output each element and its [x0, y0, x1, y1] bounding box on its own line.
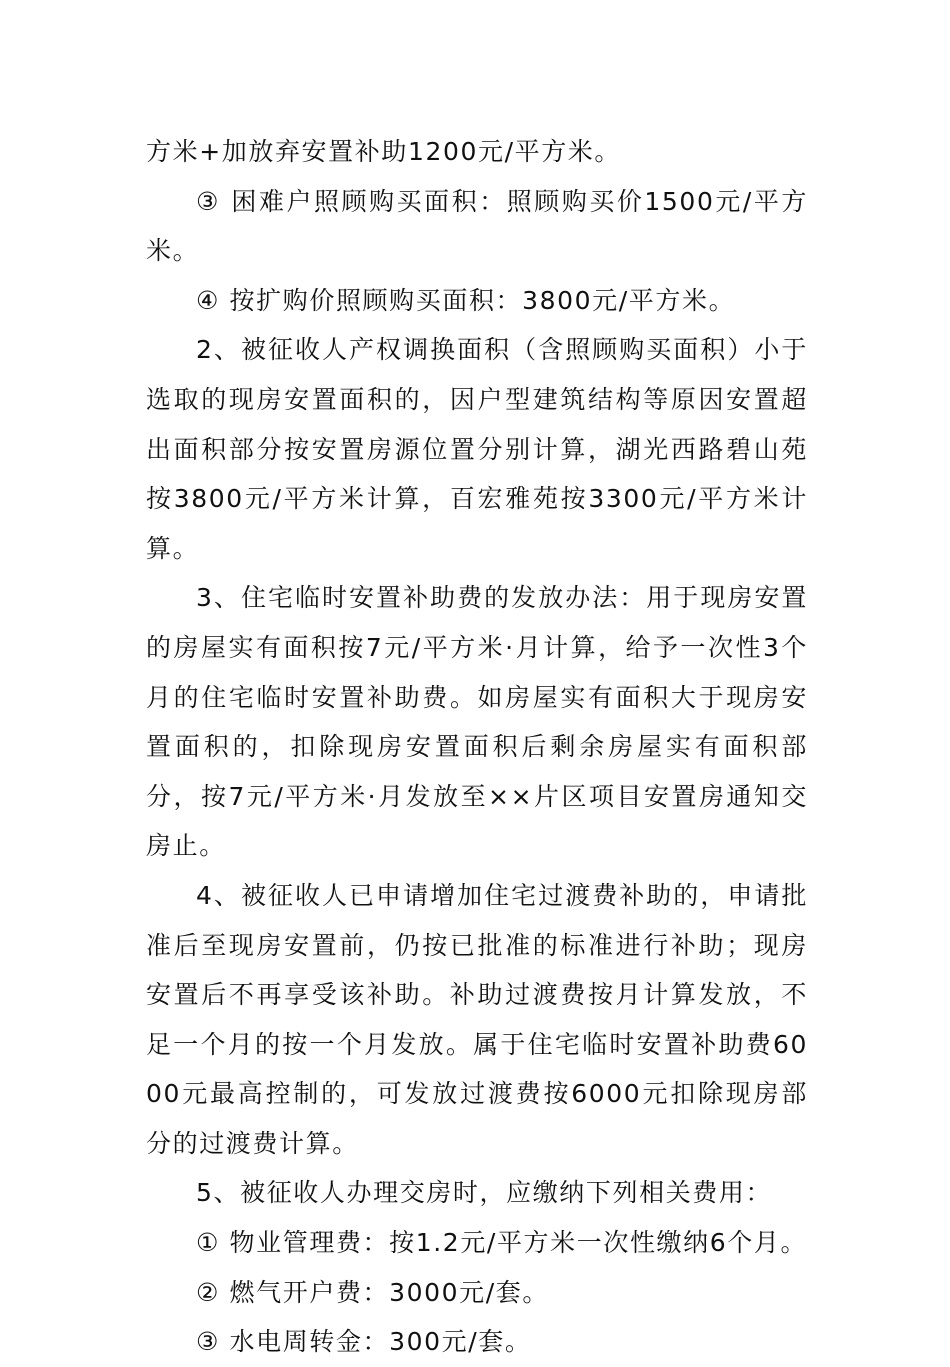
paragraph-section-5: 5、被征收人办理交房时，应缴纳下列相关费用：	[196, 1178, 773, 1208]
paragraph-fee-utilities: ③ 水电周转金：300元/套。	[196, 1327, 532, 1357]
paragraph-section-4: 4、被征收人已申请增加住宅过渡费补助的，申请批准后至现房安置前，仍按已批准的标准进行补助；现房安置后不再享受该补助。补助过渡费按月计算发放，不足一个月的按一个月发放。属于住宅临时安置补助费6000元最高控制的，可发放过渡费按6000元扣除现房部分的过渡费计算。	[146, 880, 808, 1158]
document-body	[146, 127, 808, 1367]
paragraph-fee-property: ① 物业管理费：按1.2元/平方米一次性缴纳6个月。	[196, 1228, 808, 1258]
paragraph-section-2: 2、被征收人产权调换面积（含照顾购买面积）小于选取的现房安置面积的，因户型建筑结构等原因安置超出面积部分按安置房源位置分别计算，湖光西路碧山苑按3800元/平方米计算，百宏雅苑按3300元/平方米计算。	[146, 335, 808, 563]
paragraph-continuation: 方米+加放弃安置补助1200元/平方米。	[146, 137, 621, 166]
paragraph-section-3: 3、住宅临时安置补助费的发放办法：用于现房安置的房屋实有面积按7元/平方米·月计算，给予一次性3个月的住宅临时安置补助费。如房屋实有面积大于现房安置面积的，扣除现房安置面积后剩余房屋实有面积部分，按7元/平方米·月发放至××片区项目安置房通知交房止。	[146, 583, 808, 861]
paragraph-fee-gas: ② 燃气开户费：3000元/套。	[196, 1277, 550, 1307]
paragraph-item-4-expansion: ④ 按扩购价照顾购买面积：3800元/平方米。	[196, 285, 736, 315]
paragraph-item-3-hardship: ③ 困难户照顾购买面积：照顾购买价1500元/平方米。	[146, 186, 808, 266]
